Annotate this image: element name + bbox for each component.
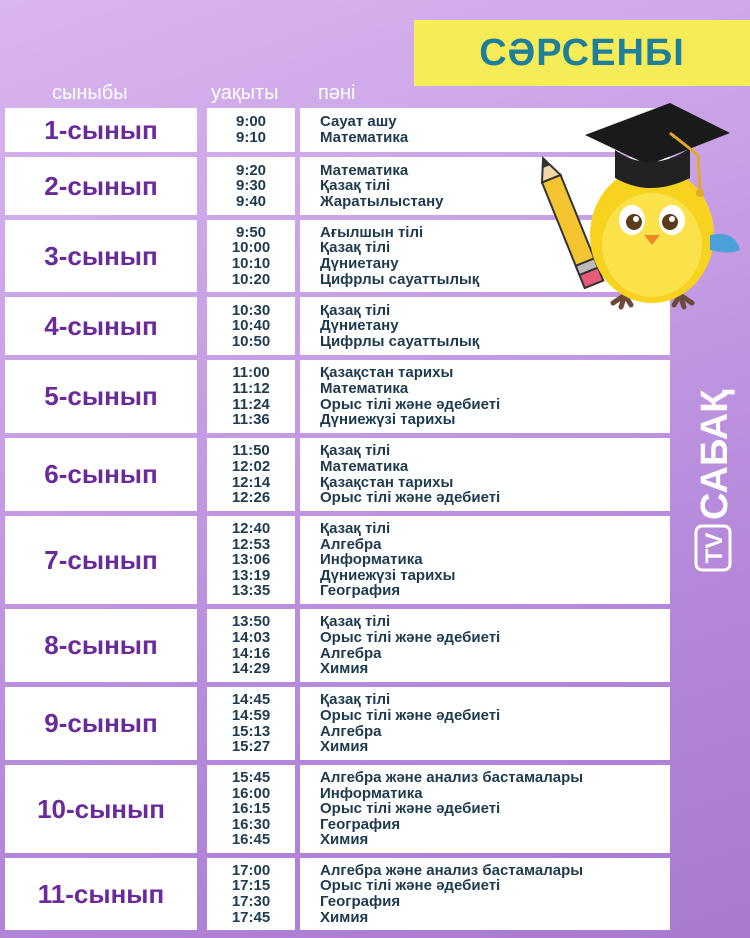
subject-name: Химия [320,908,369,926]
lesson-time: 12:53 [231,535,271,553]
lesson-time: 14:16 [231,644,271,662]
grade-label: 10-сынып [5,765,197,853]
lesson-time: 16:30 [231,815,271,833]
grade-label: 7-сынып [5,516,197,604]
lesson-time: 10:40 [231,317,271,335]
subject-name: Информатика [320,784,423,802]
lesson-time: 11:50 [232,442,270,460]
subject-cell [300,858,670,930]
time-cell [207,108,295,152]
lesson-time: 12:40 [231,520,271,538]
time-cell [207,609,295,682]
time-cell [207,220,295,292]
subject-name: Алгебра [320,535,382,553]
lesson-time: 9:30 [235,177,267,195]
subject-name: Қазақ тілі [320,442,391,460]
subject-name: Қазақ тілі [320,520,391,538]
title-banner [414,20,750,86]
grade-label: 3-сынып [5,220,197,292]
subject-name: Химия [320,660,369,678]
lesson-time: 17:30 [231,893,271,910]
tv-sabaq-logo [690,360,740,575]
time-cell [207,360,295,433]
subject-name: Орыс тілі және әдебиеті [320,706,501,724]
subject-name: Қазақ тілі [320,301,391,319]
lesson-time: 17:00 [231,861,271,879]
subject-name: Ағылшын тілі [320,223,424,241]
subject-name: Сауат ашу [320,113,397,131]
grade-label: 6-сынып [5,438,197,511]
subject-name: Химия [320,831,369,849]
lesson-time: 15:27 [231,738,271,756]
schedule-row [5,516,670,604]
lesson-time: 11:00 [232,364,270,382]
lesson-time: 16:15 [231,800,271,818]
lesson-time: 10:20 [231,270,271,288]
column-header-subject: пәні [318,82,356,104]
subject-name: Алгебра [320,722,382,740]
lesson-time: 12:02 [231,457,271,475]
lesson-time: 16:00 [231,784,271,802]
lesson-time: 9:10 [235,129,267,146]
subject-name: Алгебра және анализ бастамалары [320,861,584,879]
subject-name: Математика [320,161,409,179]
schedule-row [5,687,670,760]
subject-name: Дүниетану [320,317,399,335]
svg-text:TV: TV [701,532,728,564]
subject-name: География [320,582,401,600]
grade-label: 1-сынып [5,108,197,152]
subject-name: Цифрлы сауаттылық [320,332,480,350]
subject-name: Орыс тілі және әдебиеті [320,395,501,413]
time-cell [207,157,295,215]
day-title: СӘРСЕНБІ [479,31,685,74]
subject-name: Алгебра және анализ бастамалары [320,769,584,787]
time-cell [207,858,295,930]
subject-cell [300,360,670,433]
subject-name: Алгебра [320,644,382,662]
subject-cell [300,765,670,853]
lesson-time: 10:50 [231,332,271,350]
time-cell [207,297,295,355]
schedule-row [5,858,670,930]
subject-name: Математика [320,379,409,397]
subject-cell [300,609,670,682]
lesson-time: 11:24 [232,395,270,413]
lesson-time: 14:03 [231,628,271,646]
subject-cell [300,687,670,760]
lesson-time: 10:00 [231,239,271,257]
lesson-time: 11:36 [232,411,270,429]
subject-name: Математика [320,129,409,146]
schedule-row [5,438,670,511]
subject-name: Қазақ тілі [320,239,391,257]
subject-name: География [320,815,401,833]
subject-name: Қазақ тілі [320,691,391,709]
subject-name: Орыс тілі және әдебиеті [320,877,501,895]
grade-label: 8-сынып [5,609,197,682]
schedule-row [5,765,670,853]
lesson-time: 14:45 [231,691,271,709]
lesson-time: 9:40 [235,192,267,210]
lesson-time: 9:50 [235,223,267,241]
time-cell [207,765,295,853]
lesson-time: 11:12 [232,379,270,397]
time-cell [207,687,295,760]
grade-label: 9-сынып [5,687,197,760]
subject-name: Орыс тілі және әдебиеті [320,800,501,818]
grade-label: 4-сынып [5,297,197,355]
lesson-time: 17:15 [231,877,271,895]
subject-name: Қазақстан тарихы [320,364,454,382]
schedule-row [5,360,670,433]
subject-name: Дүниежүзі тарихы [320,566,456,584]
lesson-time: 17:45 [231,908,271,926]
lesson-time: 16:45 [231,831,271,849]
subject-cell [300,438,670,511]
lesson-time: 10:10 [231,255,271,272]
lesson-time: 13:19 [231,566,271,584]
subject-name: Қазақстан тарихы [320,473,454,491]
lesson-time: 15:45 [231,769,271,787]
lesson-time: 9:00 [235,113,267,131]
subject-name: Дүниежүзі тарихы [320,411,456,429]
lesson-time: 9:20 [235,161,267,179]
subject-name: Жаратылыстану [320,192,444,210]
lesson-time: 12:26 [231,489,271,507]
column-header-time: уақыты [211,82,279,104]
subject-name: Қазақ тілі [320,613,391,631]
lesson-time: 14:59 [231,706,271,724]
subject-name: Химия [320,738,369,756]
lesson-time: 15:13 [231,722,271,740]
subject-name: География [320,893,401,910]
lesson-time: 14:29 [231,660,271,678]
subject-name: Орыс тілі және әдебиеті [320,489,501,507]
grade-label: 11-сынып [5,858,197,930]
schedule-row [5,609,670,682]
subject-name: Математика [320,457,409,475]
subject-name: Информатика [320,551,423,569]
subject-name: Қазақ тілі [320,177,391,195]
chick-mascot-icon [530,95,745,325]
time-cell [207,438,295,511]
column-header-grade: сыныбы [52,82,128,104]
subject-name: Орыс тілі және әдебиеті [320,628,501,646]
svg-text:САБАҚ: САБАҚ [694,389,736,520]
subject-cell [300,516,670,604]
lesson-time: 13:50 [231,613,271,631]
time-cell [207,516,295,604]
grade-label: 5-сынып [5,360,197,433]
lesson-time: 13:35 [231,582,271,600]
lesson-time: 10:30 [231,301,271,319]
subject-name: Цифрлы сауаттылық [320,270,480,288]
subject-name: Дүниетану [320,255,399,272]
lesson-time: 12:14 [231,473,271,491]
lesson-time: 13:06 [231,551,271,569]
grade-label: 2-сынып [5,157,197,215]
